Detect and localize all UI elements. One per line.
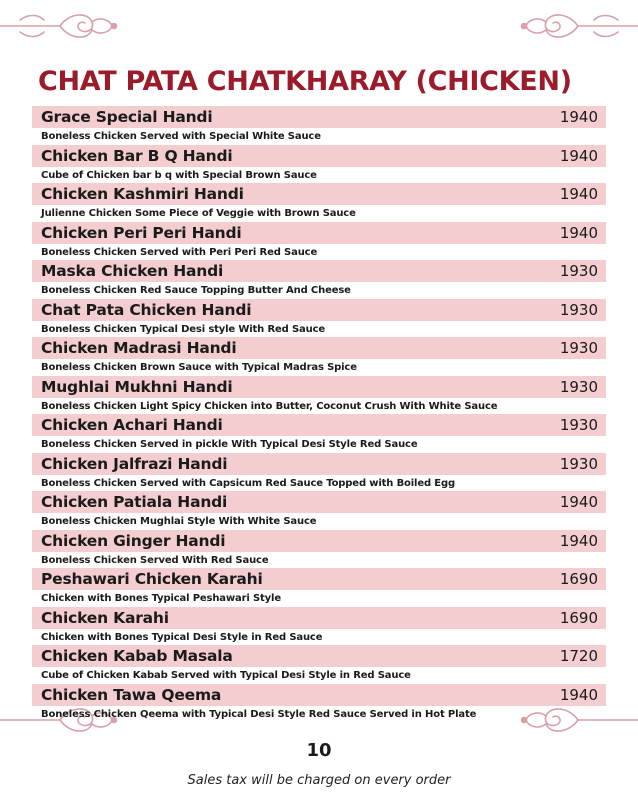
menu-item-band bbox=[32, 106, 606, 128]
menu-item-price: 1940 bbox=[559, 146, 598, 165]
menu-item-price: 1930 bbox=[559, 454, 598, 473]
menu-item-name: Chicken Ginger Handi bbox=[41, 531, 226, 550]
menu-item-name: Peshawari Chicken Karahi bbox=[41, 570, 263, 588]
menu-item-band bbox=[32, 607, 606, 629]
menu-item-band bbox=[32, 453, 606, 475]
menu-item bbox=[32, 607, 606, 646]
menu-item-name: Grace Special Handi bbox=[41, 108, 213, 126]
menu-item bbox=[32, 530, 606, 569]
menu-item-price: 1940 bbox=[559, 685, 598, 704]
menu-item-name: Mughlai Mukhni Handi bbox=[41, 377, 233, 396]
menu-item-price: 1930 bbox=[559, 416, 598, 434]
scroll-ornament-icon bbox=[0, 6, 120, 46]
menu-item bbox=[32, 260, 606, 299]
menu-item bbox=[32, 645, 606, 684]
menu-item-price: 1940 bbox=[559, 108, 598, 126]
menu-item-description: Boneless Chicken Served with Peri Peri Red Sauce bbox=[41, 246, 318, 258]
menu-item-description: Julienne Chicken Some Piece of Veggie with Brown Sauce bbox=[41, 208, 356, 219]
menu-item-description: Boneless Chicken Brown Sauce with Typical Madras Spice bbox=[41, 362, 357, 373]
menu-item-price: 1930 bbox=[559, 339, 598, 357]
menu-item-price: 1930 bbox=[559, 300, 598, 319]
menu-item-name: Chicken Tawa Qeema bbox=[41, 685, 222, 704]
menu-item bbox=[32, 376, 606, 415]
menu-item bbox=[32, 145, 606, 184]
menu-item-name: Maska Chicken Handi bbox=[41, 262, 224, 280]
menu-item-description: Boneless Chicken Red Sauce Topping Butter And Cheese bbox=[41, 285, 351, 296]
menu-item bbox=[32, 491, 606, 530]
menu-item bbox=[32, 222, 606, 261]
menu-item bbox=[32, 414, 606, 453]
menu-item-description: Boneless Chicken Qeema with Typical Desi Style Red Sauce Served in Hot Plate bbox=[41, 708, 477, 720]
menu-item-description: Boneless Chicken Served With Red Sauce bbox=[41, 554, 269, 566]
menu-item-price: 1930 bbox=[559, 377, 598, 396]
menu-item-band bbox=[32, 145, 606, 167]
menu-item-description: Boneless Chicken Served with Capsicum Red Sauce Topped with Boiled Egg bbox=[41, 477, 455, 489]
page-number: 10 bbox=[306, 740, 332, 761]
menu-item-band bbox=[32, 645, 606, 667]
menu-item bbox=[32, 183, 606, 222]
menu-item bbox=[32, 453, 606, 492]
menu-item bbox=[32, 299, 606, 338]
scroll-ornament-icon bbox=[518, 6, 638, 46]
menu-item-name: Chicken Peri Peri Handi bbox=[41, 223, 242, 242]
menu-item-name: Chicken Kashmiri Handi bbox=[41, 185, 244, 203]
menu-item-price: 1690 bbox=[559, 608, 598, 627]
menu-item-description: Boneless Chicken Mughlai Style With White Sauce bbox=[41, 516, 317, 527]
menu-item-price: 1720 bbox=[559, 647, 598, 665]
menu-item-name: Chicken Karahi bbox=[41, 608, 169, 627]
menu-item bbox=[32, 106, 606, 145]
tax-note: Sales tax will be charged on every order bbox=[187, 773, 451, 788]
menu-item-description: Boneless Chicken Typical Desi style With Red Sauce bbox=[41, 323, 326, 335]
menu-item-band bbox=[32, 414, 606, 436]
menu-item-price: 1940 bbox=[559, 223, 598, 242]
menu-title: CHAT PATA CHATKHARAY (CHICKEN) bbox=[38, 66, 572, 97]
menu-item-description: Chicken with Bones Typical Peshawari Style bbox=[41, 593, 281, 604]
menu-item-price: 1940 bbox=[559, 493, 598, 511]
menu-item-name: Chicken Jalfrazi Handi bbox=[41, 454, 228, 473]
menu-item-description: Cube of Chicken bar b q with Special Brown Sauce bbox=[41, 169, 317, 181]
menu-item-description: Cube of Chicken Kabab Served with Typical Desi Style in Red Sauce bbox=[41, 670, 411, 681]
menu-item bbox=[32, 568, 606, 607]
menu-item-price: 1940 bbox=[559, 531, 598, 550]
menu-item-band bbox=[32, 299, 606, 321]
menu-item-name: Chicken Patiala Handi bbox=[41, 493, 228, 511]
menu-item-band bbox=[32, 376, 606, 398]
menu-item-band bbox=[32, 684, 606, 706]
menu-item-band bbox=[32, 260, 606, 282]
menu-item-band bbox=[32, 568, 606, 590]
menu-item-name: Chicken Madrasi Handi bbox=[41, 339, 237, 357]
menu-item-name: Chat Pata Chicken Handi bbox=[41, 300, 252, 319]
menu-item-name: Chicken Bar B Q Handi bbox=[41, 146, 233, 165]
menu-item bbox=[32, 337, 606, 376]
menu-list bbox=[32, 106, 606, 722]
menu-item-description: Boneless Chicken Served in pickle With Typical Desi Style Red Sauce bbox=[41, 439, 418, 450]
menu-item-band bbox=[32, 491, 606, 513]
menu-item bbox=[32, 684, 606, 723]
menu-item-description: Boneless Chicken Served with Special White Sauce bbox=[41, 131, 321, 142]
menu-item-band bbox=[32, 183, 606, 205]
menu-item-description: Chicken with Bones Typical Desi Style in Red Sauce bbox=[41, 631, 323, 643]
menu-item-band bbox=[32, 222, 606, 244]
menu-item-band bbox=[32, 530, 606, 552]
menu-item-band bbox=[32, 337, 606, 359]
menu-item-price: 1690 bbox=[559, 570, 598, 588]
menu-item-name: Chicken Achari Handi bbox=[41, 416, 223, 434]
menu-item-price: 1940 bbox=[559, 185, 598, 203]
menu-item-price: 1930 bbox=[559, 262, 598, 280]
menu-item-description: Boneless Chicken Light Spicy Chicken into Butter, Coconut Crush With White Sauce bbox=[41, 400, 498, 412]
menu-item-name: Chicken Kabab Masala bbox=[41, 647, 233, 665]
